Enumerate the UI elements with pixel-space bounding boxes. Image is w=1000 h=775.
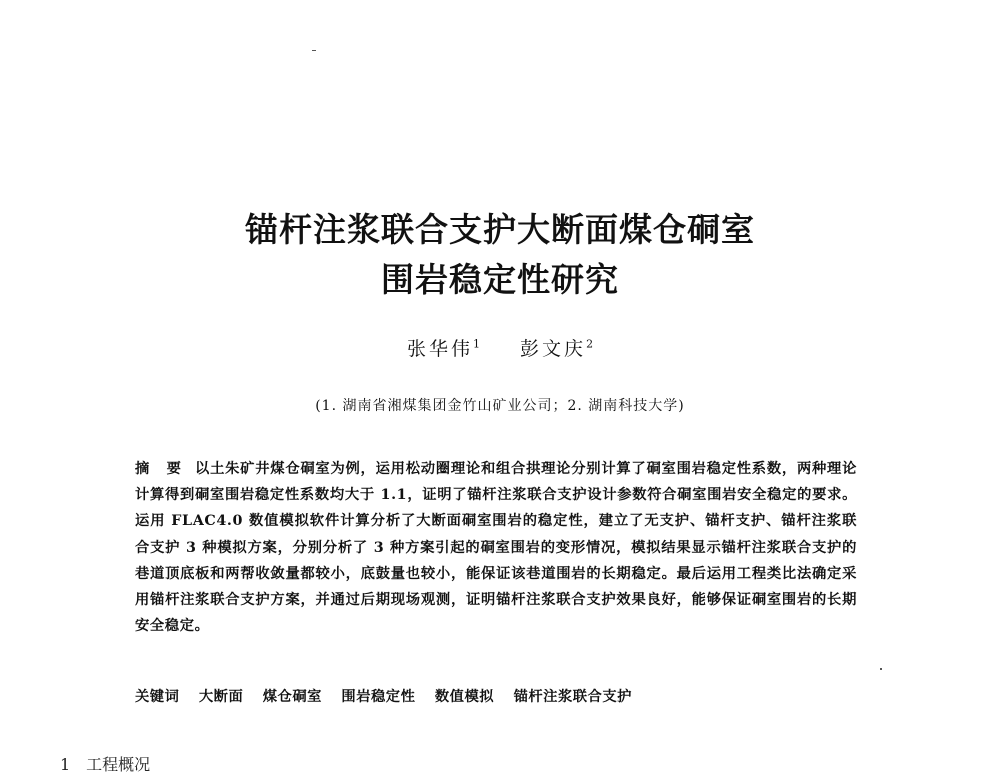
paper-title-line-2: 围岩稳定性研究	[381, 260, 619, 299]
author-affiliation-mark: 2	[586, 337, 594, 351]
author-name: 彭文庆	[520, 338, 587, 360]
scan-speck	[880, 668, 882, 670]
keyword: 围岩稳定性	[341, 689, 416, 705]
keyword: 大断面	[198, 689, 244, 705]
author-name: 张华伟	[406, 338, 473, 360]
keyword: 煤仓硐室	[262, 689, 322, 705]
abstract	[135, 456, 857, 639]
keyword: 数值模拟	[434, 689, 495, 705]
abstract-label: 摘 要	[135, 461, 188, 477]
section-heading-partial: 1 工程概况	[60, 755, 151, 774]
paper-title-line-1: 锚杆注浆联合支护大断面煤仓硐室	[245, 210, 755, 249]
affiliation: (1. 湖南省湘煤集团金竹山矿业公司；2. 湖南科技大学)	[315, 398, 685, 414]
scan-speck	[312, 50, 316, 51]
abstract-text: 以土朱矿井煤仓硐室为例，运用松动圈理论和组合拱理论分别计算了硐室围岩稳定性系数，两种理论计算得到硐室围岩稳定性系数均大于 1.1，证明了锚杆注浆联合支护设计参数符合硐室围岩安全稳定的要求。运用 FLAC4.0 数值模拟软件计算分析了大断面硐室围岩的稳定性，建立了无支护、锚杆支护、锚杆注浆联合支护 3 种模拟方案，分别分析了 3 种方案引起的硐室围岩的变形情况，模拟结果显示锚杆注浆联合支护的巷道顶底板和两帮收敛量都较小，底鼓量也较小，能保证该巷道围岩的长期稳定。最后运用工程类比法确定采用锚杆注浆联合支护方案，并通过后期现场观测，证明锚杆注浆联合支护效果良好，能够保证硐室围岩的长期安全稳定。	[135, 461, 857, 635]
author-affiliation-mark: 1	[472, 337, 480, 351]
keywords-label: 关键词	[135, 689, 180, 705]
paper-title	[0, 205, 1000, 305]
keywords	[135, 686, 857, 706]
author-list	[0, 334, 1000, 361]
keyword: 锚杆注浆联合支护	[513, 689, 632, 705]
